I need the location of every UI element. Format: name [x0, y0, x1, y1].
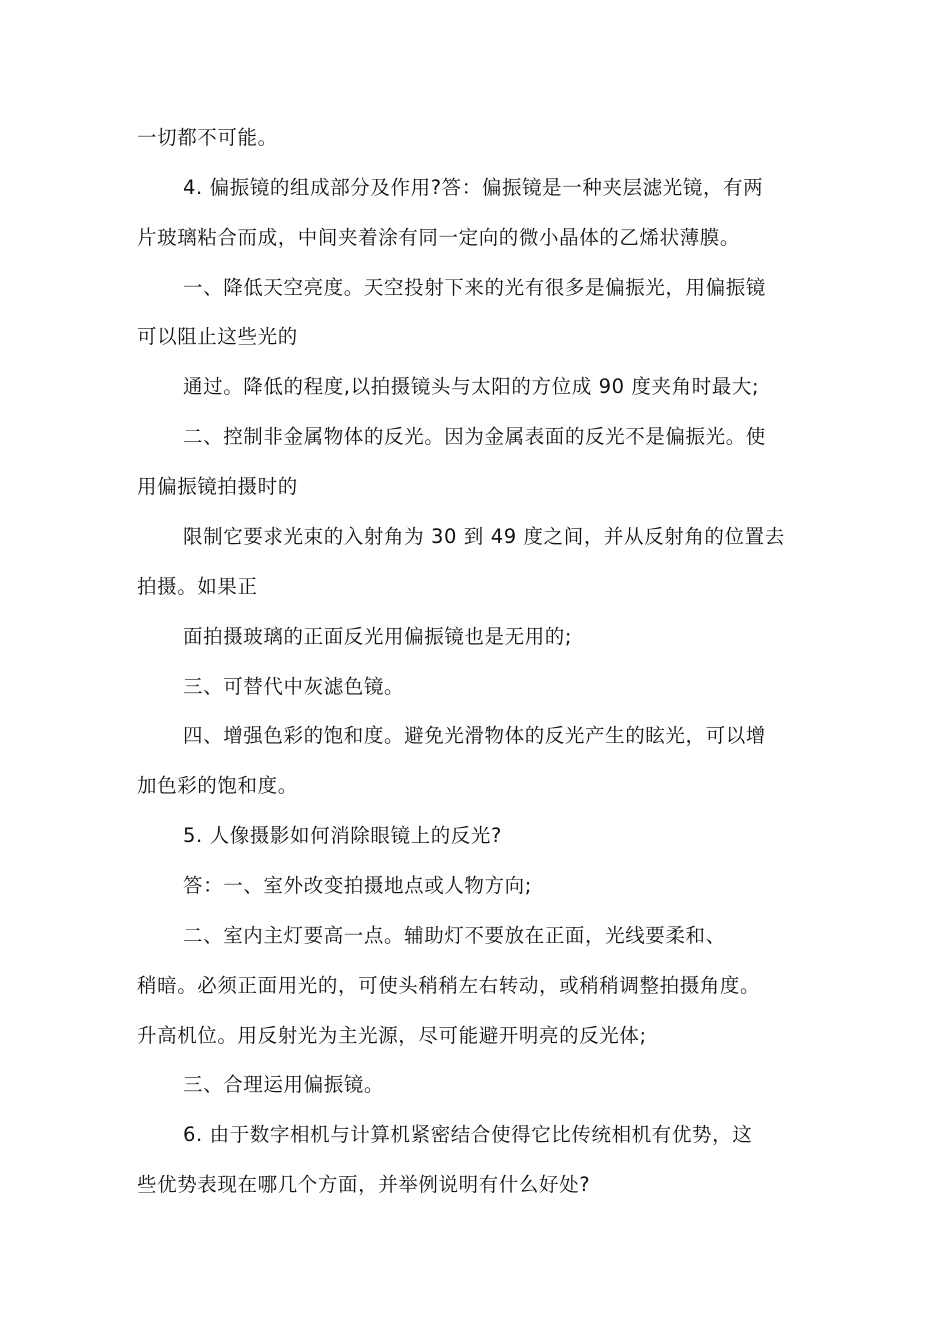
text-line: 限制它要求光束的入射角为 30 到 49 度之间，并从反射角的位置去 — [183, 525, 785, 548]
text-line: 些优势表现在哪几个方面，并举例说明有什么好处? — [137, 1173, 591, 1196]
text-line: 6. 由于数字相机与计算机紧密结合使得它比传统相机有优势，这 — [183, 1123, 753, 1146]
text-line: 一、降低天空亮度。天空投射下来的光有很多是偏振光，用偏振镜 — [183, 276, 766, 299]
text-line: 用偏振镜拍摄时的 — [137, 475, 298, 498]
text-line: 一切都不可能。 — [137, 126, 278, 149]
text-line: 拍摄。如果正 — [137, 575, 258, 598]
text-line: 可以阻止这些光的 — [137, 325, 298, 348]
text-line: 加色彩的饱和度。 — [137, 774, 298, 797]
text-line: 5. 人像摄影如何消除眼镜上的反光? — [183, 824, 502, 847]
text-line: 答：一、室外改变拍摄地点或人物方向; — [183, 874, 532, 897]
text-line: 二、室内主灯要高一点。辅助灯不要放在正面，光线要柔和、 — [183, 924, 726, 947]
text-line: 通过。降低的程度,以拍摄镜头与太阳的方位成 90 度夹角时最大; — [183, 375, 760, 398]
text-line: 三、可替代中灰滤色镜。 — [183, 675, 405, 698]
text-line: 4. 偏振镜的组成部分及作用?答：偏振镜是一种夹层滤光镜，有两 — [183, 176, 764, 199]
text-line: 二、控制非金属物体的反光。因为金属表面的反光不是偏振光。使 — [183, 425, 766, 448]
text-line: 片玻璃粘合而成，中间夹着涂有同一定向的微小晶体的乙烯状薄膜。 — [137, 226, 741, 249]
text-line: 四、增强色彩的饱和度。避免光滑物体的反光产生的眩光，可以增 — [183, 724, 766, 747]
text-line: 面拍摄玻璃的正面反光用偏振镜也是无用的; — [183, 625, 573, 648]
text-line: 升高机位。用反射光为主光源，尽可能避开明亮的反光体; — [137, 1024, 647, 1047]
text-line: 稍暗。必须正面用光的，可使头稍稍左右转动，或稍稍调整拍摄角度。 — [137, 974, 761, 997]
text-line: 三、合理运用偏振镜。 — [183, 1073, 385, 1096]
